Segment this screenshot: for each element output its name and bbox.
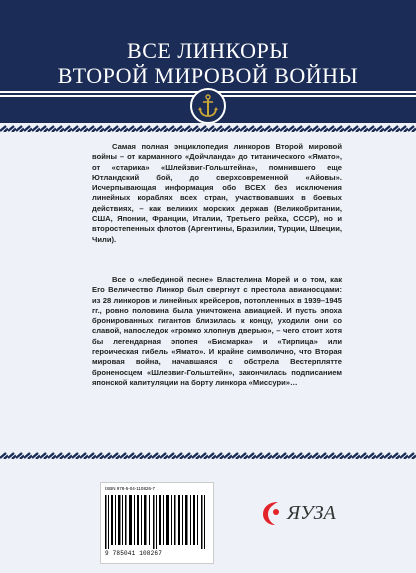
rope-border-bottom xyxy=(0,452,416,459)
title-line-1: ВСЕ ЛИНКОРЫ xyxy=(127,38,289,63)
description-paragraph-1: Самая полная энциклопедия линкоров Второй мировой войны – от карманного «Дойчланда» до титанического «Ямато», от «старика» «Шлейзвиг-Гольштейна», помнившего еще Ютландский бой, до сверхсовременной «Айовы». Исчерпывающая информация обо ВСЕХ без исключения линейных кораблях всех стран, участвовавших в боевых действиях, – как великих морских держав (Великобритании, США, Японии, Франции, Италии, Третьего рейха, СССР), но и второстепенных флотов (Аргентины, Бразилии, Турции, Швеции, Чили). xyxy=(92,142,342,244)
barcode-digits: 9 785041 108267 xyxy=(105,550,163,557)
book-title xyxy=(0,38,416,88)
cover-content xyxy=(0,123,416,573)
barcode-icon xyxy=(105,495,209,549)
anchor-icon xyxy=(190,88,226,124)
isbn-label: ISBN 978-5-04-110826-7 xyxy=(105,486,155,491)
title-line-2: ВТОРОЙ МИРОВОЙ ВОЙНЫ xyxy=(57,63,359,88)
cover-header xyxy=(0,0,416,123)
rope-border-top xyxy=(0,125,416,132)
description-paragraph-2: Все о «лебединой песне» Властелина Морей и о том, как Его Величество Линкор был свергнут с престола авианосцами: из 28 линкоров и линейных крейсеров, потопленных в 1939–1945 гг., ровно половина была уничтожена авиацией. И пусть эпоха бронированных гигантов близилась к концу, уходили они со славой, напоследок «громко хлопнув дверью», – чего стоит хотя бы легендарная эпопея «Бисмарка» и «Тирпица» или героическая гибель «Ямато». И крайне символично, что Вторая мировая война, начавшаяся с обстрела Вестерплятте броненосцем «Шлезвиг-Гольштейн», закончилась подписанием японской капитуляции на борту линкора «Миссури»… xyxy=(92,275,342,387)
publisher-logo xyxy=(260,495,350,531)
barcode xyxy=(100,482,214,564)
publisher-logo-icon xyxy=(260,499,284,527)
publisher-name: ЯУЗА xyxy=(287,502,336,524)
